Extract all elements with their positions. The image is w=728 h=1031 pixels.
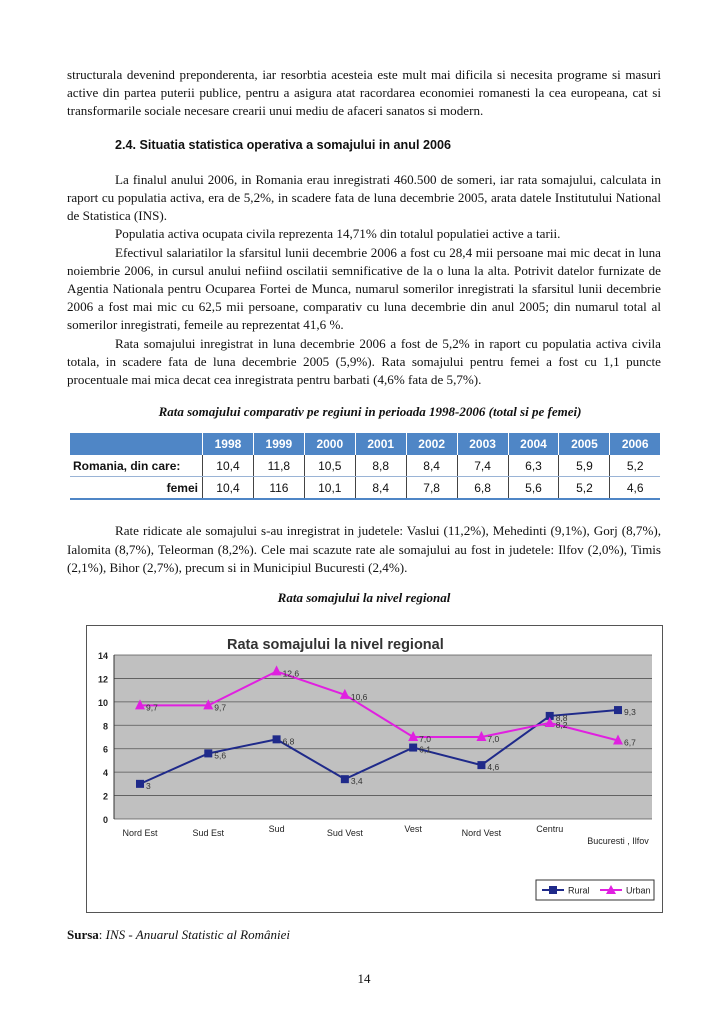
data-label-rural: 6,1 bbox=[419, 744, 431, 755]
chart-title: Rata somajului la nivel regional bbox=[227, 637, 444, 654]
table-row bbox=[70, 477, 660, 500]
row-label: femei bbox=[70, 477, 203, 500]
document-page bbox=[67, 66, 661, 944]
source-line bbox=[67, 926, 661, 944]
y-tick-label: 12 bbox=[97, 674, 108, 685]
table-cell: 5,9 bbox=[559, 455, 610, 477]
year-header: 2006 bbox=[610, 433, 660, 455]
paragraph-employees: Efectivul salariatilor la sfarsitul lunii decembrie 2006 a fost cu 28,4 mii persoane mai mic decat in luna noiembrie 2006, in cursul anului nefiind oscilatii semnificative de la o luna la alta. Potrivit datelor furnizate de Agentia Nationala pentru Ocuparea Fortei de Munca, numarul somerilor inregistrati la sfarsitul lunii decembrie 2006 a fost mai mic cu 62,5 mii persoane, comparativ cu luna decembrie din anul 2005; din numarul total al somerilor inregistrati, femeile au reprezentat 41,6 %. bbox=[67, 244, 661, 333]
x-tick-label: Sud bbox=[268, 824, 285, 835]
data-label-urban: 7,0 bbox=[487, 734, 500, 745]
source-text: INS - Anuarul Statistic al României bbox=[105, 927, 290, 943]
year-header: 2001 bbox=[355, 433, 406, 455]
paragraph-active-population: Populatia activa ocupata civila reprezenta 14,71% din totalul populatiei active a tarii. bbox=[115, 226, 561, 242]
legend-label: Urban bbox=[626, 885, 651, 896]
year-header: 2002 bbox=[406, 433, 457, 455]
x-tick-label: Nord Vest bbox=[461, 828, 502, 839]
table-cell: 6,3 bbox=[508, 455, 559, 477]
table-cell: 11,8 bbox=[253, 455, 304, 477]
x-tick-label: Bucuresti , Ilfov bbox=[587, 836, 649, 847]
data-point-rural bbox=[341, 775, 349, 783]
y-tick-label: 6 bbox=[102, 744, 108, 755]
table-cell: 8,4 bbox=[355, 477, 406, 500]
year-header: 2005 bbox=[559, 433, 610, 455]
x-tick-label: Sud Vest bbox=[326, 828, 363, 839]
row-label: Romania, din care: bbox=[70, 455, 203, 477]
paragraph-unemployment-rate: Rata somajului inregistrat in luna decembrie 2006 a fost de 5,2% in raport cu populatia activa civila totala, in scadere fata de luna decembrie 2005 (5,9%). Rata somajului pentru femei a fost cu 1,1 puncte procentuale mai mica decat cea inregistrata pentru barbati (4,6% fata de 5,7%). bbox=[67, 335, 661, 388]
data-label-rural: 3,4 bbox=[350, 776, 363, 787]
table-header-blank bbox=[70, 433, 203, 455]
year-header: 2004 bbox=[508, 433, 559, 455]
data-label-rural: 4,6 bbox=[487, 762, 500, 773]
legend-label: Rural bbox=[568, 885, 590, 896]
unemployment-table bbox=[70, 433, 660, 500]
table-cell: 116 bbox=[253, 477, 304, 500]
data-label-urban: 12,6 bbox=[282, 668, 300, 679]
table-row bbox=[70, 455, 660, 477]
data-point-rural bbox=[614, 706, 622, 714]
y-tick-label: 14 bbox=[97, 651, 108, 662]
year-header: 1998 bbox=[203, 433, 254, 455]
table-cell: 10,5 bbox=[304, 455, 355, 477]
y-tick-label: 4 bbox=[102, 768, 108, 779]
data-label-rural: 3 bbox=[146, 781, 151, 792]
y-tick-label: 2 bbox=[102, 791, 108, 802]
table-cell: 4,6 bbox=[610, 477, 660, 500]
table-cell: 8,4 bbox=[406, 455, 457, 477]
x-tick-label: Sud Est bbox=[192, 828, 225, 839]
paragraph-unemployed-total: La finalul anului 2006, in Romania erau inregistrati 460.500 de someri, iar rata somajului, calculata in raport cu populatia activa, era de 5,2%, in scadere fata de luna decembrie 2005, arata datele Institutului National de Statistica (INS). bbox=[67, 171, 661, 224]
data-point-rural bbox=[136, 780, 144, 788]
y-tick-label: 10 bbox=[97, 698, 108, 709]
data-label-urban: 9,7 bbox=[146, 702, 158, 713]
table-header-row bbox=[70, 433, 660, 455]
table-cell: 5,2 bbox=[559, 477, 610, 500]
data-label-urban: 10,6 bbox=[350, 692, 368, 703]
paragraph-county-rates: Rate ridicate ale somajului s-au inregistrat in judetele: Vaslui (11,2%), Mehedinti (9,1%), Gorj (8,7%), Ialomita (8,7%), Teleorman (8,2%). Cele mai scazute rate ale somajului au fost in judetele: Ilfov (2,0%), Timis (2,1%), Bihor (2,7%), precum si in Municipiul Bucuresti (2,4%). bbox=[67, 523, 661, 575]
y-tick-label: 0 bbox=[102, 815, 108, 826]
data-point-rural bbox=[204, 750, 212, 758]
source-label: Sursa bbox=[67, 927, 99, 943]
year-header: 1999 bbox=[253, 433, 304, 455]
year-header: 2003 bbox=[457, 433, 508, 455]
table-caption: Rata somajului comparativ pe regiuni in perioada 1998-2006 (total si pe femei) bbox=[158, 404, 582, 420]
chart-legend bbox=[536, 880, 654, 900]
table-cell: 7,8 bbox=[406, 477, 457, 500]
data-label-urban: 6,7 bbox=[624, 737, 636, 748]
data-label-rural: 9,3 bbox=[624, 707, 636, 718]
data-label-rural: 6,8 bbox=[282, 736, 295, 747]
data-label-urban: 8,2 bbox=[555, 720, 568, 731]
data-label-rural: 5,6 bbox=[214, 750, 227, 761]
x-tick-label: Centru bbox=[536, 824, 564, 835]
data-point-rural bbox=[477, 761, 485, 769]
legend-marker bbox=[549, 886, 557, 894]
table-cell: 10,1 bbox=[304, 477, 355, 500]
table-cell: 7,4 bbox=[457, 455, 508, 477]
table-cell: 6,8 bbox=[457, 477, 508, 500]
page-number: 14 bbox=[357, 971, 371, 986]
table-cell: 8,8 bbox=[355, 455, 406, 477]
x-tick-label: Nord Est bbox=[122, 828, 158, 839]
plot-area bbox=[114, 655, 652, 819]
chart-caption: Rata somajului la nivel regional bbox=[277, 590, 451, 606]
table-cell: 10,4 bbox=[203, 455, 254, 477]
data-label-urban: 7,0 bbox=[419, 734, 431, 745]
data-point-rural bbox=[409, 744, 417, 752]
table-cell: 5,6 bbox=[508, 477, 559, 500]
data-label-urban: 9,7 bbox=[214, 702, 227, 713]
source-colon: : bbox=[98, 927, 106, 943]
paragraph-intro: structurala devenind preponderenta, iar resorbtia acesteia este mult mai dificila si necesita programe si masuri active din partea puterii publice, pentru a asigura atat racordarea economiei romanesti la cea europeana, cat si transformarile sociale necesare crearii unui mediu de afaceri sanatos si modern. bbox=[67, 67, 661, 119]
y-tick-label: 8 bbox=[102, 721, 108, 732]
table-cell: 10,4 bbox=[203, 477, 254, 500]
data-point-rural bbox=[273, 736, 281, 744]
regional-unemployment-chart bbox=[86, 625, 663, 913]
table-cell: 5,2 bbox=[610, 455, 660, 477]
year-header: 2000 bbox=[304, 433, 355, 455]
x-tick-label: Vest bbox=[404, 824, 422, 835]
section-heading: 2.4. Situatia statistica operativa a somajului in anul 2006 bbox=[115, 137, 451, 152]
chart-svg bbox=[87, 626, 662, 912]
data-label-rural: 8,8 bbox=[555, 713, 568, 724]
